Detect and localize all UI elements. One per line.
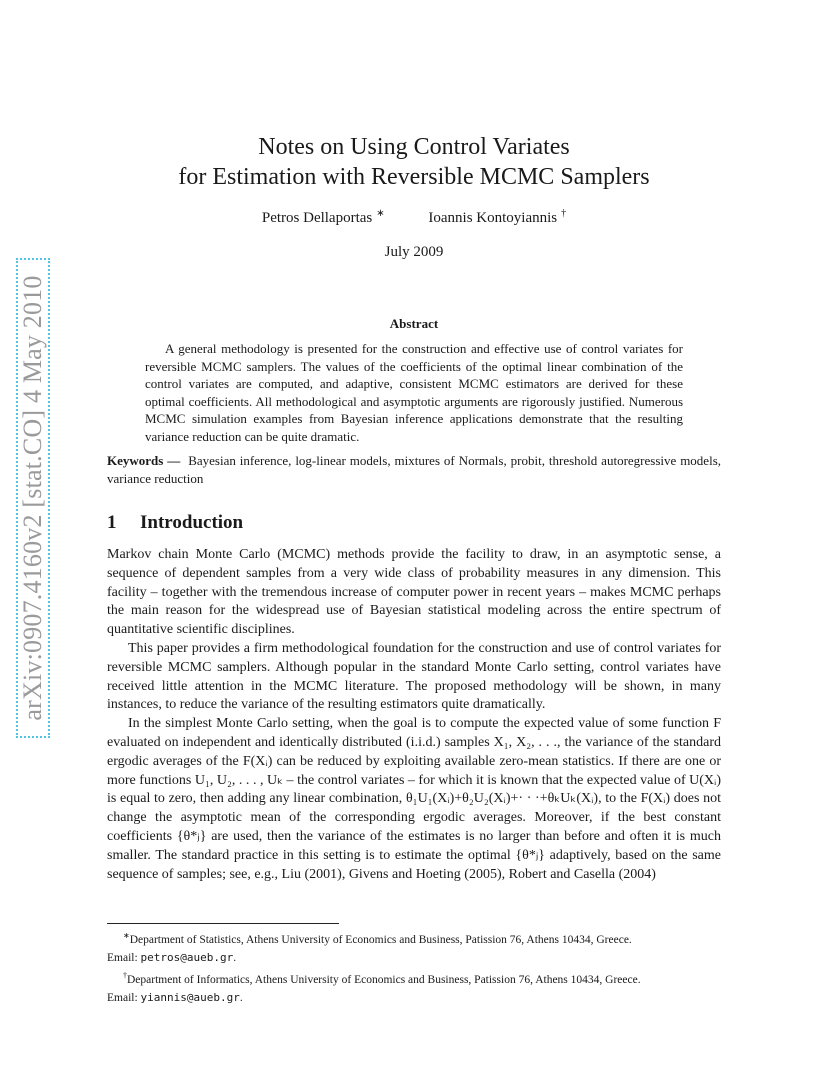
footnote-1-text: Department of Statistics, Athens University of Economics and Business, Patission 76, Athens 10434, Greece. [129,933,632,946]
abstract-heading: Abstract [389,316,439,331]
footnote-1-email-line: Email: petros@aueb.gr. [107,950,237,964]
footnote-1-email-link[interactable]: petros@aueb.gr [140,950,234,964]
abstract-text: A general methodology is presented for the construction and effective use of control variates for reversible MCMC samplers. The values of the coefficients of the optimal linear combination of the control variates are computed, and adaptive, consistent MCMC estimators are derived for these optimal coefficients. All methodological and asymptotic arguments are rigorously justified. Numerous MCMC simulation examples from Bayesian inference applications demonstrate that the resulting variance reduction can be quite dramatic. [145,341,683,444]
footnotes [107,927,721,1007]
paper-date: July 2009 [384,244,444,260]
arxiv-id-text: arXiv:0907.4160v2 [stat.CO] 4 May 2010 [18,275,47,721]
paper-title [107,132,721,192]
introduction-body [107,546,721,884]
section-heading-introduction [107,512,243,534]
footnote-rule [107,923,339,924]
keywords-label: Keywords — [107,453,181,468]
footnote-1-email-label: Email: [107,951,138,964]
author-2-name: Ioannis Kontoyiannis [428,210,558,226]
paragraph: Markov chain Monte Carlo (MCMC) methods provide the facility to draw, in an asymptotic sense, a sequence of dependent samples from a very wide class of probability measures in any dimension. This facility – together with the tremendous increase of computer power in recent years – makes MCMC perhaps the main reason for the widespread use of Bayesian statistical modeling across the entire spectrum of quantitative scientific disciplines. [107,547,721,638]
author-1-footnote-mark: ∗ [376,208,385,219]
footnote-2 [107,967,721,989]
footnote-2-email-label: Email: [107,991,138,1004]
author-2-footnote-mark: † [561,208,567,219]
keywords [107,452,721,488]
author-list [107,208,721,227]
author-kontoyiannis [428,210,566,226]
footnote-2-mark: † [123,970,127,980]
paragraph: This paper provides a firm methodological foundation for the construction and use of control variates for reversible MCMC samplers. Although popular in the standard Monte Carlo setting, control variates have received little attention in the MCMC literature. The proposed methodology will be shown, in many instances, to reduce the variance of the resulting estimators quite dramatically. [107,640,721,713]
title-line-1: Notes on Using Control Variates [258,134,570,160]
arxiv-identifier-stamp [16,258,50,738]
paragraph: In the simplest Monte Carlo setting, when the goal is to compute the expected value of some function F evaluated on independent and identically distributed (i.i.d.) samples X₁, X₂, . . ., the variance of the standard ergodic averages of the F(Xᵢ) can be reduced by exploiting available zero-mean statistics. If there are one or more functions U₁, U₂, . . . , Uₖ – the control variates – for which it is known that the expected value of U(Xᵢ) is equal to zero, then adding any linear combination, θ₁U₁(Xᵢ)+θ₂U₂(Xᵢ)+· · ·+θₖUₖ(Xᵢ), to the F(Xᵢ) does not change the asymptotic mean of the corresponding ergodic averages. Moreover, if the best constant coefficients {θ*ⱼ} are used, then the variance of the estimates is no larger than before and often it is much smaller. The standard practice in this setting is to estimate the optimal {θ*ⱼ} adaptively, based on the same sequence of samples; see, e.g., Liu (2001), Givens and Hoeting (2005), Robert and Casella (2004) [107,716,721,882]
footnote-2-email-link[interactable]: yiannis@aueb.gr [140,990,240,1004]
author-dellaportas [262,210,385,226]
author-1-name: Petros Dellaportas [261,210,373,226]
footnote-1-mark: ∗ [123,931,130,940]
keywords-text: Bayesian inference, log-linear models, mixtures of Normals, probit, threshold autoregressive models, variance reduction [107,453,721,486]
footnote-2-email-line: Email: yiannis@aueb.gr. [107,990,243,1004]
footnote-1 [107,927,721,949]
footnote-2-text: Department of Informatics, Athens University of Economics and Business, Patission 76, Athens 10434, Greece. [127,973,641,986]
title-line-2: for Estimation with Reversible MCMC Samplers [178,164,650,190]
section-title: Introduction [140,512,244,533]
section-number: 1 [107,512,117,533]
